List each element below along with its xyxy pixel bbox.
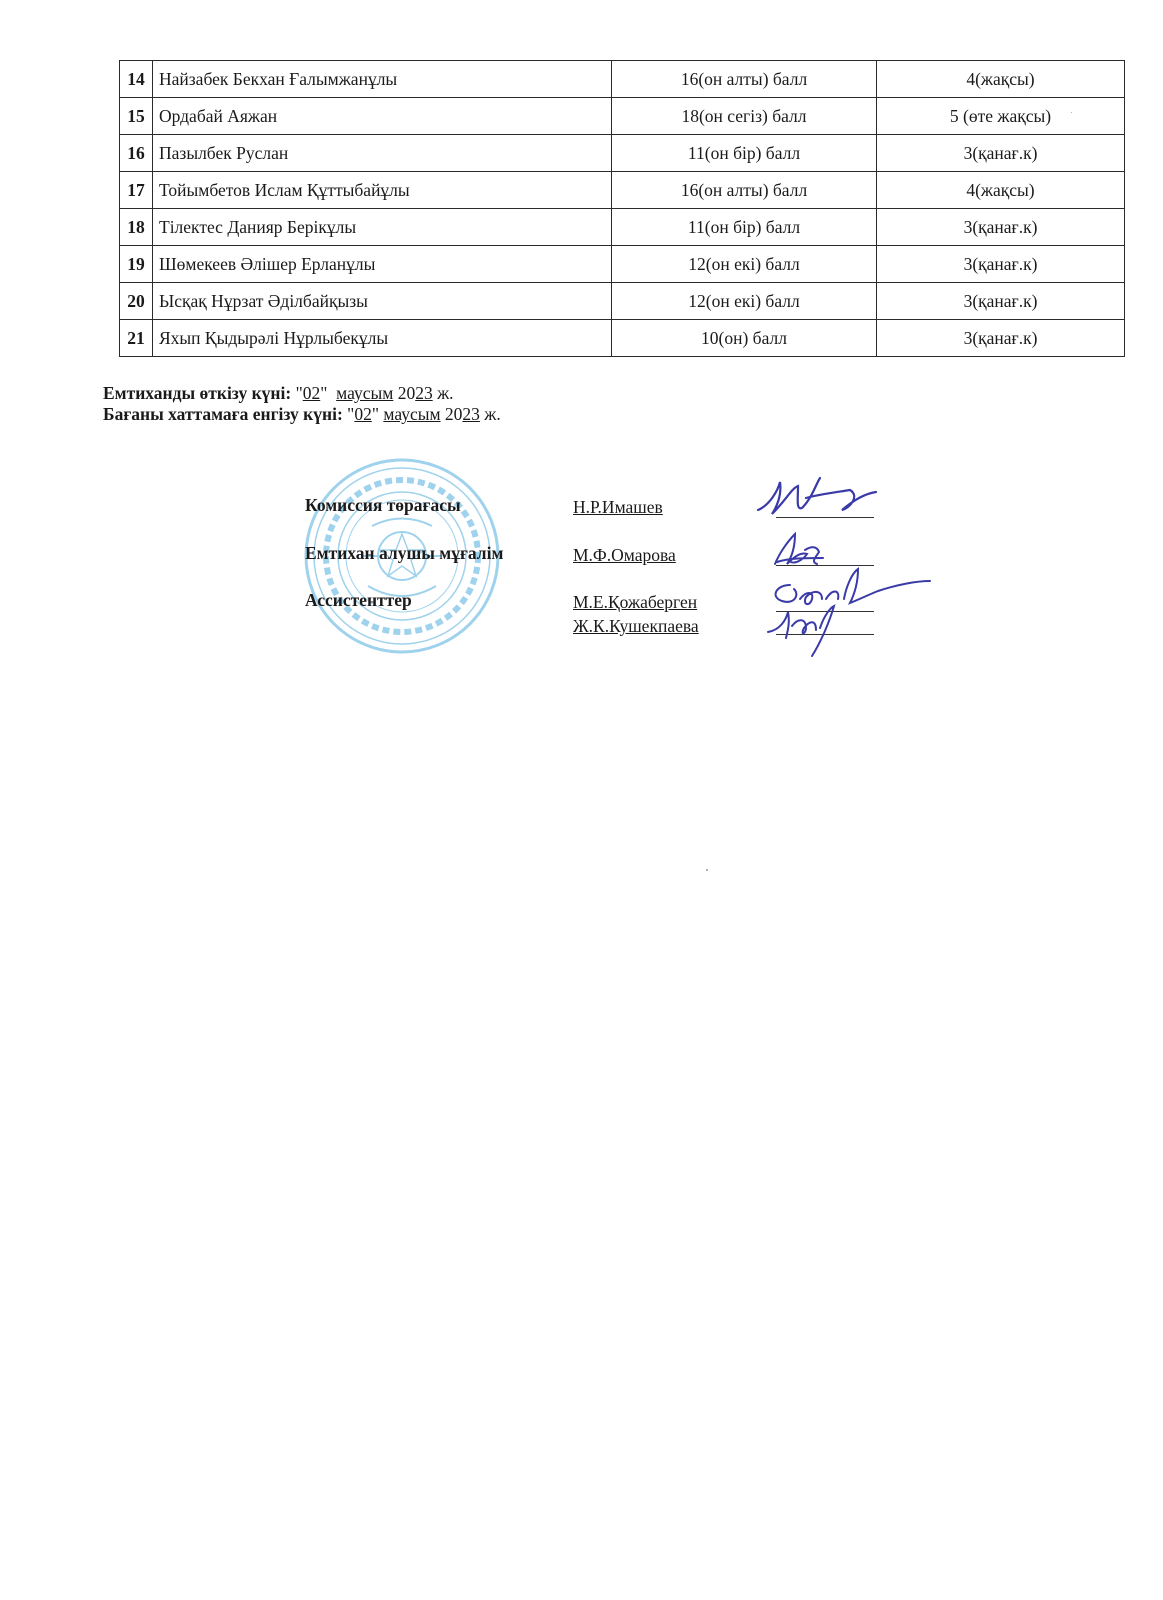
grade-cell: 4(жақсы)	[877, 172, 1125, 209]
chair-name: Н.Р.Имашев	[573, 497, 663, 517]
student-name: Шөмекеев Әлішер Ерланұлы	[153, 246, 612, 283]
entry-date-day: 02	[354, 404, 372, 424]
score-cell: 18(он сегіз) балл	[612, 98, 877, 135]
student-name: Ысқақ Нұрзат Әділбайқызы	[153, 283, 612, 320]
student-name: Тілектес Данияр Берікұлы	[153, 209, 612, 246]
exam-date-year-suffix: 23	[415, 383, 433, 403]
entry-date-label: Бағаны хаттамаға енгізу күні:	[103, 404, 343, 424]
entry-date-year-suffix: 23	[462, 404, 480, 424]
exam-date-line	[103, 383, 501, 404]
teacher-role: Емтихан алушы мұғалім	[305, 543, 504, 563]
entry-date-year-prefix: 20	[444, 404, 463, 424]
score-cell: 11(он бір) балл	[612, 135, 877, 172]
score-cell: 12(он екі) балл	[612, 246, 877, 283]
entry-date-unit: ж.	[484, 404, 501, 424]
table-row	[120, 246, 1125, 283]
student-name: Найзабек Бекхан Ғалымжанұлы	[153, 61, 612, 98]
row-number: 18	[120, 209, 153, 246]
score-cell: 12(он екі) балл	[612, 283, 877, 320]
row-number: 17	[120, 172, 153, 209]
grade-cell: 3(қанағ.к)	[877, 320, 1125, 357]
grade-cell: 4(жақсы)	[877, 61, 1125, 98]
chair-signature-icon	[750, 470, 880, 525]
entry-date-open-quote: "	[347, 404, 355, 424]
entry-date-month: маусым	[383, 404, 441, 424]
entry-date-line	[103, 404, 501, 425]
exam-date-close-quote: "	[320, 383, 328, 403]
grade-cell: 3(қанағ.к)	[877, 209, 1125, 246]
exam-date-label: Емтиханды өткізу күні:	[103, 383, 292, 403]
table-row	[120, 135, 1125, 172]
dates-block	[103, 383, 501, 425]
assistants-role: Ассистенттер	[305, 590, 412, 610]
scan-speck	[706, 869, 708, 871]
grades-table	[119, 60, 1125, 357]
scan-speck	[1071, 112, 1072, 113]
grade-cell: 3(қанағ.к)	[877, 135, 1125, 172]
assistant-name-2: Ж.К.Кушекпаева	[573, 616, 699, 636]
row-number: 20	[120, 283, 153, 320]
exam-date-month: маусым	[336, 383, 394, 403]
student-name: Тойымбетов Ислам Құттыбайұлы	[153, 172, 612, 209]
grade-cell: 5 (өте жақсы)	[877, 98, 1125, 135]
table-row	[120, 61, 1125, 98]
row-number: 21	[120, 320, 153, 357]
table-row	[120, 172, 1125, 209]
row-number: 19	[120, 246, 153, 283]
score-cell: 16(он алты) балл	[612, 172, 877, 209]
score-cell: 16(он алты) балл	[612, 61, 877, 98]
exam-date-unit: ж.	[437, 383, 454, 403]
entry-date-close-quote: "	[371, 404, 379, 424]
exam-date-day: 02	[302, 383, 321, 403]
grades-table-body	[120, 61, 1125, 357]
table-row	[120, 320, 1125, 357]
score-cell: 11(он бір) балл	[612, 209, 877, 246]
teacher-name: М.Ф.Омарова	[573, 545, 676, 565]
row-number: 15	[120, 98, 153, 135]
table-row	[120, 209, 1125, 246]
score-cell: 10(он) балл	[612, 320, 877, 357]
student-name: Ордабай Аяжан	[153, 98, 612, 135]
grade-cell: 3(қанағ.к)	[877, 283, 1125, 320]
chair-role: Комиссия төрағасы	[305, 495, 461, 515]
grade-cell: 3(қанағ.к)	[877, 246, 1125, 283]
row-number: 16	[120, 135, 153, 172]
student-name: Яхып Қыдырәлі Нұрлыбекұлы	[153, 320, 612, 357]
table-row	[120, 283, 1125, 320]
exam-date-open-quote: "	[295, 383, 303, 403]
exam-date-year-prefix: 20	[397, 383, 416, 403]
row-number: 14	[120, 61, 153, 98]
assistant-name-1: М.Е.Қожаберген	[573, 592, 698, 612]
assistant-2-signature-icon	[760, 600, 850, 660]
table-row	[120, 98, 1125, 135]
student-name: Пазылбек Руслан	[153, 135, 612, 172]
